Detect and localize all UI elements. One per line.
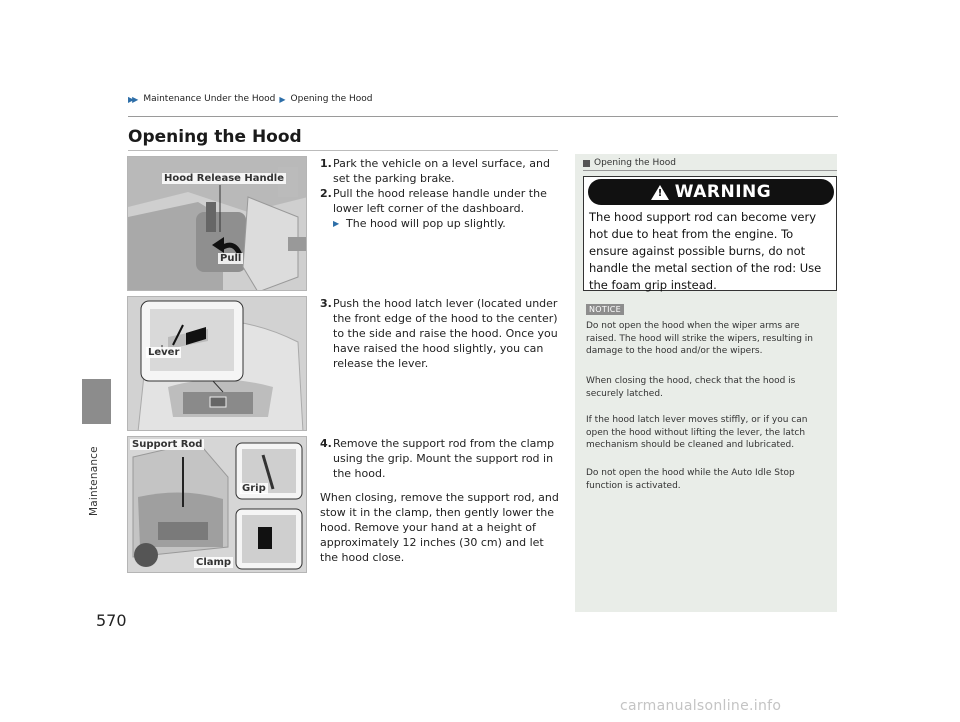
breadcrumb-section[interactable]: Maintenance Under the Hood xyxy=(143,94,276,104)
step-3-number: 3. xyxy=(320,297,332,310)
note-item: If the hood latch lever moves stiffly, or if you can open the hood without lifting the lever, the latch mechanism should be cleaned and lubricated. xyxy=(586,415,808,450)
step-3 xyxy=(320,296,560,371)
warning-box xyxy=(583,176,837,291)
note-item: Do not open the hood while the Auto Idle Stop function is activated. xyxy=(586,468,795,491)
step-4 xyxy=(320,436,560,481)
watermark: carmanualsonline.info xyxy=(620,698,782,714)
note-item: When closing the hood, check that the hood is securely latched. xyxy=(586,376,796,399)
warning-triangle-icon xyxy=(651,185,669,200)
support-rod-label: Support Rod xyxy=(132,439,203,450)
step-3-group xyxy=(320,296,560,371)
step-1-number: 1. xyxy=(320,157,332,170)
header-divider xyxy=(128,116,838,117)
step-1-2-group xyxy=(320,156,560,231)
step-2-number: 2. xyxy=(320,187,332,200)
breadcrumb xyxy=(128,94,372,104)
step-2-result-text: The hood will pop up slightly. xyxy=(346,217,506,230)
step-4-group xyxy=(320,436,560,565)
notice-text: Do not open the hood when the wiper arms are raised. The hood will strike the wipers, resulting in damage to the hood and/or the wipers. xyxy=(586,321,813,356)
side-tab-text: Maintenance xyxy=(88,446,100,516)
notes-panel xyxy=(575,154,837,612)
step-1-text: Park the vehicle on a level surface, and set the parking brake. xyxy=(333,157,550,185)
grip-label: Grip xyxy=(242,483,266,494)
warning-title: WARNING xyxy=(674,182,772,202)
side-tab-label xyxy=(86,446,106,576)
clamp-label: Clamp xyxy=(196,557,232,568)
breadcrumb-page[interactable]: Opening the Hood xyxy=(290,94,373,104)
step-2 xyxy=(320,186,560,216)
hood-release-figure xyxy=(127,156,307,291)
triangle-right-icon: ▶ xyxy=(333,219,340,228)
title-divider xyxy=(128,150,558,151)
step-4-text: Remove the support rod from the clamp using the grip. Mount the support rod in the hood. xyxy=(333,437,555,480)
pull-label: Pull xyxy=(220,253,242,264)
notes-divider xyxy=(583,170,837,171)
closing-paragraph: When closing, remove the support rod, and stow it in the clamp, then gently lower the hood. Remove your hand at a height of approximately 12 inches (30 cm) and let the hood close. xyxy=(320,491,559,564)
warning-header xyxy=(588,179,834,205)
step-3-text: Push the hood latch lever (located under the front edge of the hood to the center) to the side and raise the hood. Once you have raised the hood slightly, you can release the lever. xyxy=(333,297,558,370)
support-rod-figure xyxy=(127,436,307,573)
notes-heading xyxy=(583,158,676,168)
double-triangle-right-icon: ▶▶ xyxy=(128,94,137,104)
reference-square-icon xyxy=(583,160,590,167)
lever-label: Lever xyxy=(148,347,180,358)
hood-release-handle-label: Hood Release Handle xyxy=(164,173,285,184)
warning-text: The hood support rod can become very hot due to heat from the engine. To ensure against possible burns, do not handle the metal section of the rod: Use the foam grip instead. xyxy=(589,210,822,292)
triangle-right-icon: ▶ xyxy=(279,94,284,104)
hood-latch-figure xyxy=(127,296,307,431)
notes-heading-text: Opening the Hood xyxy=(594,158,676,168)
notice-badge: NOTICE xyxy=(586,304,624,315)
step-1 xyxy=(320,156,560,186)
side-tab-marker xyxy=(82,379,111,424)
page-number: 570 xyxy=(96,611,127,630)
step-2-text: Pull the hood release handle under the lower left corner of the dashboard. xyxy=(333,187,547,215)
step-2-result xyxy=(320,216,560,231)
step-4-number: 4. xyxy=(320,437,332,450)
page-title: Opening the Hood xyxy=(128,127,302,147)
